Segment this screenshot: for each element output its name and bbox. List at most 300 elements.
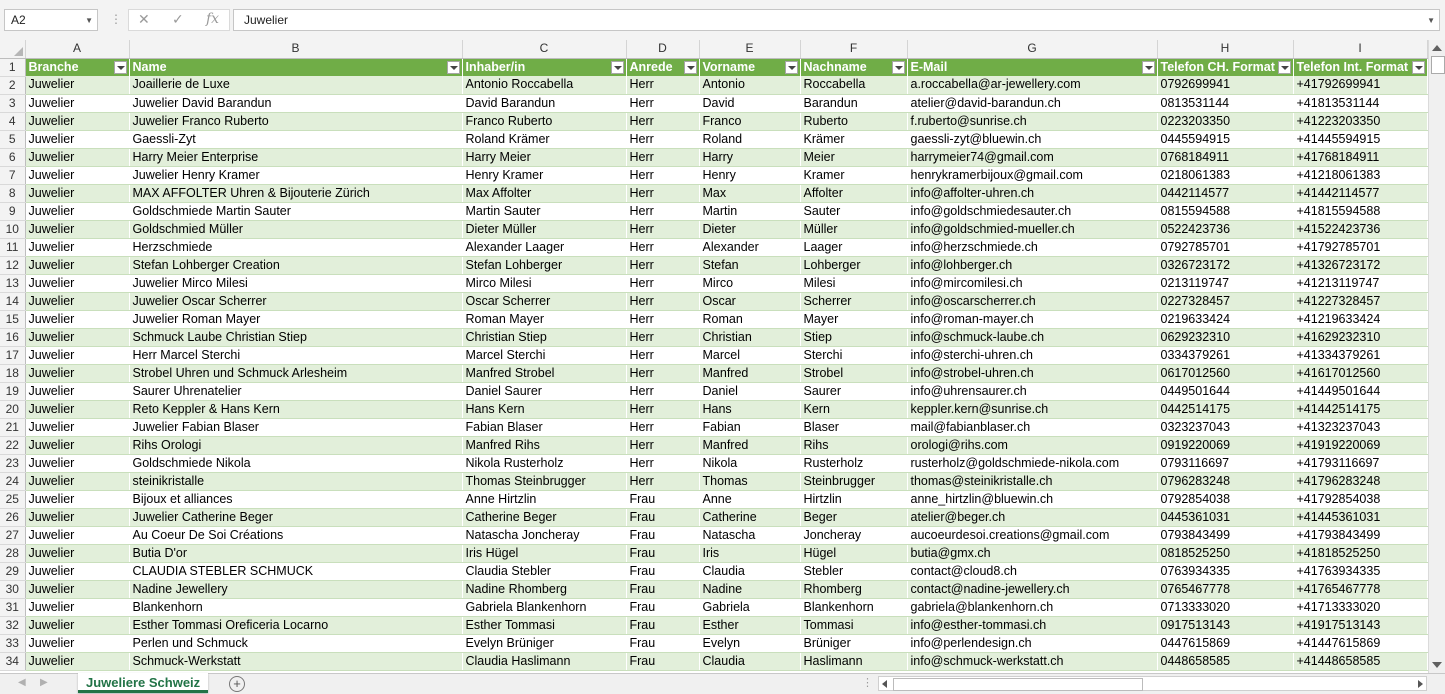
cell-branche[interactable]: Juwelier	[25, 364, 129, 382]
drag-handle-icon[interactable]: ⋮	[862, 677, 873, 689]
cell-email[interactable]: info@uhrensaurer.ch	[907, 382, 1157, 400]
cell-email[interactable]: gabriela@blankenhorn.ch	[907, 598, 1157, 616]
cell-telefon-ch[interactable]: 0818525250	[1157, 544, 1293, 562]
cell-telefon-ch[interactable]: 0223203350	[1157, 112, 1293, 130]
cell-nachname[interactable]: Milesi	[800, 274, 907, 292]
cell-email[interactable]: info@goldschmied-mueller.ch	[907, 220, 1157, 238]
horizontal-scroll-thumb[interactable]	[893, 678, 1143, 691]
cell-vorname[interactable]: Claudia	[699, 562, 800, 580]
cell-email[interactable]: contact@nadine-jewellery.ch	[907, 580, 1157, 598]
cell-email[interactable]: info@oscarscherrer.ch	[907, 292, 1157, 310]
cell-name[interactable]: Goldschmied Müller	[129, 220, 462, 238]
cell-anrede[interactable]: Herr	[626, 220, 699, 238]
cell-telefon-ch[interactable]: 0713333020	[1157, 598, 1293, 616]
cell-nachname[interactable]: Blaser	[800, 418, 907, 436]
cell-branche[interactable]: Juwelier	[25, 454, 129, 472]
cell-vorname[interactable]: Alexander	[699, 238, 800, 256]
cell-anrede[interactable]: Herr	[626, 202, 699, 220]
cell-inhaber[interactable]: Roman Mayer	[462, 310, 626, 328]
cell-inhaber[interactable]: Alexander Laager	[462, 238, 626, 256]
cell-telefon-int[interactable]: +41449501644	[1293, 382, 1427, 400]
cell-telefon-int[interactable]: +41796283248	[1293, 472, 1427, 490]
cell-nachname[interactable]: Krämer	[800, 130, 907, 148]
column-header-b[interactable]: B	[129, 40, 462, 58]
cell-anrede[interactable]: Herr	[626, 130, 699, 148]
cell-nachname[interactable]: Lohberger	[800, 256, 907, 274]
row-number[interactable]: 33	[0, 634, 25, 652]
cell-name[interactable]: Au Coeur De Soi Créations	[129, 526, 462, 544]
cell-branche[interactable]: Juwelier	[25, 598, 129, 616]
cell-vorname[interactable]: Manfred	[699, 436, 800, 454]
cell-branche[interactable]: Juwelier	[25, 490, 129, 508]
cell-email[interactable]: thomas@steinikristalle.ch	[907, 472, 1157, 490]
row-number[interactable]: 15	[0, 310, 25, 328]
cell-inhaber[interactable]: Evelyn Brüniger	[462, 634, 626, 652]
cell-inhaber[interactable]: Oscar Scherrer	[462, 292, 626, 310]
cell-name[interactable]: Schmuck-Werkstatt	[129, 652, 462, 670]
cell-anrede[interactable]: Herr	[626, 112, 699, 130]
cell-branche[interactable]: Juwelier	[25, 634, 129, 652]
vertical-scrollbar[interactable]	[1428, 40, 1445, 673]
header-cell-telefon-ch[interactable]	[1157, 58, 1293, 76]
cell-nachname[interactable]: Müller	[800, 220, 907, 238]
column-header-h[interactable]: H	[1157, 40, 1293, 58]
column-header-f[interactable]: F	[800, 40, 907, 58]
cell-email[interactable]: henrykramerbijoux@gmail.com	[907, 166, 1157, 184]
cell-anrede[interactable]: Herr	[626, 292, 699, 310]
cell-email[interactable]: info@schmuck-werkstatt.ch	[907, 652, 1157, 670]
cell-telefon-ch[interactable]: 0792785701	[1157, 238, 1293, 256]
cell-name[interactable]: Goldschmiede Martin Sauter	[129, 202, 462, 220]
header-cell-inhaber[interactable]	[462, 58, 626, 76]
name-box[interactable]	[4, 9, 98, 31]
cell-vorname[interactable]: Gabriela	[699, 598, 800, 616]
cell-inhaber[interactable]: Marcel Sterchi	[462, 346, 626, 364]
row-number[interactable]: 1	[0, 58, 25, 76]
cell-vorname[interactable]: Hans	[699, 400, 800, 418]
cell-nachname[interactable]: Rhomberg	[800, 580, 907, 598]
cell-anrede[interactable]: Herr	[626, 364, 699, 382]
row-number[interactable]: 29	[0, 562, 25, 580]
cell-anrede[interactable]: Frau	[626, 616, 699, 634]
cell-telefon-int[interactable]: +41334379261	[1293, 346, 1427, 364]
row-number[interactable]: 4	[0, 112, 25, 130]
cell-email[interactable]: info@herzschmiede.ch	[907, 238, 1157, 256]
cell-vorname[interactable]: Dieter	[699, 220, 800, 238]
row-number[interactable]: 31	[0, 598, 25, 616]
cell-anrede[interactable]: Frau	[626, 508, 699, 526]
cell-name[interactable]: Juwelier Fabian Blaser	[129, 418, 462, 436]
row-number[interactable]: 7	[0, 166, 25, 184]
cell-name[interactable]: Butia D'or	[129, 544, 462, 562]
scroll-up-icon[interactable]	[1432, 45, 1442, 51]
cell-nachname[interactable]: Stebler	[800, 562, 907, 580]
cell-vorname[interactable]: Iris	[699, 544, 800, 562]
row-number[interactable]: 22	[0, 436, 25, 454]
cell-name[interactable]: steinikristalle	[129, 472, 462, 490]
cell-inhaber[interactable]: Manfred Strobel	[462, 364, 626, 382]
scroll-down-icon[interactable]	[1432, 662, 1442, 668]
cell-telefon-int[interactable]: +41323237043	[1293, 418, 1427, 436]
cell-anrede[interactable]: Herr	[626, 184, 699, 202]
cell-name[interactable]: Bijoux et alliances	[129, 490, 462, 508]
cell-telefon-int[interactable]: +41792785701	[1293, 238, 1427, 256]
cell-anrede[interactable]: Frau	[626, 544, 699, 562]
row-number[interactable]: 20	[0, 400, 25, 418]
cell-telefon-int[interactable]: +41818525250	[1293, 544, 1427, 562]
cell-email[interactable]: info@roman-mayer.ch	[907, 310, 1157, 328]
cell-telefon-int[interactable]: +41793116697	[1293, 454, 1427, 472]
cell-telefon-ch[interactable]: 0919220069	[1157, 436, 1293, 454]
cell-telefon-ch[interactable]: 0793116697	[1157, 454, 1293, 472]
cell-branche[interactable]: Juwelier	[25, 202, 129, 220]
row-number[interactable]: 5	[0, 130, 25, 148]
cell-nachname[interactable]: Strobel	[800, 364, 907, 382]
header-cell-nachname[interactable]	[800, 58, 907, 76]
cell-telefon-int[interactable]: +41617012560	[1293, 364, 1427, 382]
cell-nachname[interactable]: Sterchi	[800, 346, 907, 364]
cell-nachname[interactable]: Haslimann	[800, 652, 907, 670]
cell-email[interactable]: contact@cloud8.ch	[907, 562, 1157, 580]
cell-name[interactable]: Juwelier Henry Kramer	[129, 166, 462, 184]
cell-telefon-int[interactable]: +41917513143	[1293, 616, 1427, 634]
filter-dropdown-icon[interactable]	[1278, 61, 1291, 74]
cell-email[interactable]: info@perlendesign.ch	[907, 634, 1157, 652]
formula-input[interactable]	[233, 9, 1440, 31]
cell-telefon-int[interactable]: +41223203350	[1293, 112, 1427, 130]
horizontal-scrollbar[interactable]	[878, 676, 1427, 691]
cell-branche[interactable]: Juwelier	[25, 130, 129, 148]
add-sheet-button[interactable]: +	[229, 676, 245, 692]
cell-telefon-ch[interactable]: 0442514175	[1157, 400, 1293, 418]
filter-dropdown-icon[interactable]	[611, 61, 624, 74]
filter-dropdown-icon[interactable]	[1142, 61, 1155, 74]
cell-vorname[interactable]: Evelyn	[699, 634, 800, 652]
cell-branche[interactable]: Juwelier	[25, 382, 129, 400]
cell-telefon-int[interactable]: +41768184911	[1293, 148, 1427, 166]
cell-telefon-int[interactable]: +41919220069	[1293, 436, 1427, 454]
cell-branche[interactable]: Juwelier	[25, 292, 129, 310]
cell-telefon-ch[interactable]: 0617012560	[1157, 364, 1293, 382]
cell-inhaber[interactable]: David Barandun	[462, 94, 626, 112]
cell-anrede[interactable]: Herr	[626, 382, 699, 400]
cell-telefon-int[interactable]: +41792854038	[1293, 490, 1427, 508]
cell-telefon-ch[interactable]: 0219633424	[1157, 310, 1293, 328]
row-number[interactable]: 16	[0, 328, 25, 346]
cell-telefon-int[interactable]: +41218061383	[1293, 166, 1427, 184]
cell-name[interactable]: CLAUDIA STEBLER SCHMUCK	[129, 562, 462, 580]
cell-telefon-int[interactable]: +41713333020	[1293, 598, 1427, 616]
cell-branche[interactable]: Juwelier	[25, 184, 129, 202]
cell-telefon-ch[interactable]: 0765467778	[1157, 580, 1293, 598]
column-header-a[interactable]: A	[25, 40, 129, 58]
sheet-tab-juweliere-schweiz[interactable]: Juweliere Schweiz	[78, 673, 208, 693]
cell-telefon-int[interactable]: +41445361031	[1293, 508, 1427, 526]
cell-name[interactable]: Rihs Orologi	[129, 436, 462, 454]
cell-telefon-int[interactable]: +41227328457	[1293, 292, 1427, 310]
cell-inhaber[interactable]: Max Affolter	[462, 184, 626, 202]
cell-nachname[interactable]: Affolter	[800, 184, 907, 202]
cell-nachname[interactable]: Laager	[800, 238, 907, 256]
cell-branche[interactable]: Juwelier	[25, 310, 129, 328]
cell-vorname[interactable]: Catherine	[699, 508, 800, 526]
cell-vorname[interactable]: Antonio	[699, 76, 800, 94]
cell-email[interactable]: gaessli-zyt@bluewin.ch	[907, 130, 1157, 148]
row-number[interactable]: 30	[0, 580, 25, 598]
cell-branche[interactable]: Juwelier	[25, 328, 129, 346]
confirm-icon[interactable]: ✓	[172, 11, 184, 27]
cell-email[interactable]: info@schmuck-laube.ch	[907, 328, 1157, 346]
cell-name[interactable]: Herzschmiede	[129, 238, 462, 256]
cell-telefon-ch[interactable]: 0792854038	[1157, 490, 1293, 508]
cell-vorname[interactable]: Stefan	[699, 256, 800, 274]
row-number[interactable]: 12	[0, 256, 25, 274]
cell-email[interactable]: orologi@rihs.com	[907, 436, 1157, 454]
cell-anrede[interactable]: Frau	[626, 580, 699, 598]
cell-email[interactable]: keppler.kern@sunrise.ch	[907, 400, 1157, 418]
cell-name[interactable]: Esther Tommasi Oreficeria Locarno	[129, 616, 462, 634]
cell-email[interactable]: info@lohberger.ch	[907, 256, 1157, 274]
cell-nachname[interactable]: Rusterholz	[800, 454, 907, 472]
cell-name[interactable]: Reto Keppler & Hans Kern	[129, 400, 462, 418]
cell-nachname[interactable]: Saurer	[800, 382, 907, 400]
cell-vorname[interactable]: David	[699, 94, 800, 112]
select-all-corner[interactable]	[0, 40, 25, 58]
cell-inhaber[interactable]: Catherine Beger	[462, 508, 626, 526]
cancel-icon[interactable]: ✕	[138, 11, 150, 27]
cell-name[interactable]: Juwelier Mirco Milesi	[129, 274, 462, 292]
cell-inhaber[interactable]: Henry Kramer	[462, 166, 626, 184]
cell-email[interactable]: info@sterchi-uhren.ch	[907, 346, 1157, 364]
cell-anrede[interactable]: Herr	[626, 436, 699, 454]
cell-inhaber[interactable]: Claudia Stebler	[462, 562, 626, 580]
cell-inhaber[interactable]: Franco Ruberto	[462, 112, 626, 130]
cell-name[interactable]: Perlen und Schmuck	[129, 634, 462, 652]
cell-vorname[interactable]: Mirco	[699, 274, 800, 292]
cell-branche[interactable]: Juwelier	[25, 76, 129, 94]
cell-email[interactable]: atelier@david-barandun.ch	[907, 94, 1157, 112]
cell-name[interactable]: Schmuck Laube Christian Stiep	[129, 328, 462, 346]
cell-email[interactable]: info@esther-tommasi.ch	[907, 616, 1157, 634]
cell-inhaber[interactable]: Nikola Rusterholz	[462, 454, 626, 472]
cell-email[interactable]: info@mircomilesi.ch	[907, 274, 1157, 292]
cell-email[interactable]: info@goldschmiedesauter.ch	[907, 202, 1157, 220]
cell-nachname[interactable]: Tommasi	[800, 616, 907, 634]
cell-telefon-int[interactable]: +41813531144	[1293, 94, 1427, 112]
filter-dropdown-icon[interactable]	[892, 61, 905, 74]
filter-dropdown-icon[interactable]	[1412, 61, 1425, 74]
cell-vorname[interactable]: Max	[699, 184, 800, 202]
cell-branche[interactable]: Juwelier	[25, 526, 129, 544]
cell-branche[interactable]: Juwelier	[25, 220, 129, 238]
cell-vorname[interactable]: Roman	[699, 310, 800, 328]
cell-nachname[interactable]: Kern	[800, 400, 907, 418]
cell-telefon-int[interactable]: +41448658585	[1293, 652, 1427, 670]
header-cell-anrede[interactable]	[626, 58, 699, 76]
cell-telefon-ch[interactable]: 0227328457	[1157, 292, 1293, 310]
cell-telefon-int[interactable]: +41447615869	[1293, 634, 1427, 652]
cell-anrede[interactable]: Herr	[626, 166, 699, 184]
cell-inhaber[interactable]: Gabriela Blankenhorn	[462, 598, 626, 616]
cell-inhaber[interactable]: Esther Tommasi	[462, 616, 626, 634]
row-number[interactable]: 18	[0, 364, 25, 382]
cell-anrede[interactable]: Frau	[626, 652, 699, 670]
cell-name[interactable]: Goldschmiede Nikola	[129, 454, 462, 472]
row-number[interactable]: 13	[0, 274, 25, 292]
cell-inhaber[interactable]: Hans Kern	[462, 400, 626, 418]
cell-branche[interactable]: Juwelier	[25, 472, 129, 490]
cell-nachname[interactable]: Meier	[800, 148, 907, 166]
column-header-g[interactable]: G	[907, 40, 1157, 58]
filter-dropdown-icon[interactable]	[684, 61, 697, 74]
cell-vorname[interactable]: Marcel	[699, 346, 800, 364]
cell-anrede[interactable]: Herr	[626, 238, 699, 256]
cell-inhaber[interactable]: Iris Hügel	[462, 544, 626, 562]
cell-vorname[interactable]: Martin	[699, 202, 800, 220]
cell-email[interactable]: mail@fabianblaser.ch	[907, 418, 1157, 436]
cell-name[interactable]: Juwelier David Barandun	[129, 94, 462, 112]
cell-inhaber[interactable]: Roland Krämer	[462, 130, 626, 148]
cell-branche[interactable]: Juwelier	[25, 256, 129, 274]
cell-vorname[interactable]: Nikola	[699, 454, 800, 472]
cell-name[interactable]: Juwelier Catherine Beger	[129, 508, 462, 526]
prev-sheet-icon[interactable]: ◀	[18, 677, 26, 688]
cell-vorname[interactable]: Christian	[699, 328, 800, 346]
cell-email[interactable]: anne_hirtzlin@bluewin.ch	[907, 490, 1157, 508]
expand-formula-icon[interactable]: ▼	[1427, 16, 1435, 25]
cell-telefon-int[interactable]: +41442114577	[1293, 184, 1427, 202]
row-number[interactable]: 24	[0, 472, 25, 490]
row-number[interactable]: 32	[0, 616, 25, 634]
cell-branche[interactable]: Juwelier	[25, 652, 129, 670]
cell-inhaber[interactable]: Mirco Milesi	[462, 274, 626, 292]
cell-nachname[interactable]: Mayer	[800, 310, 907, 328]
row-number[interactable]: 11	[0, 238, 25, 256]
cell-telefon-int[interactable]: +41629232310	[1293, 328, 1427, 346]
cell-nachname[interactable]: Stiep	[800, 328, 907, 346]
cell-anrede[interactable]: Herr	[626, 274, 699, 292]
cell-branche[interactable]: Juwelier	[25, 400, 129, 418]
cell-branche[interactable]: Juwelier	[25, 562, 129, 580]
cell-nachname[interactable]: Sauter	[800, 202, 907, 220]
cell-anrede[interactable]: Herr	[626, 454, 699, 472]
cell-telefon-ch[interactable]: 0445361031	[1157, 508, 1293, 526]
row-number[interactable]: 26	[0, 508, 25, 526]
cell-telefon-ch[interactable]: 0522423736	[1157, 220, 1293, 238]
chevron-down-icon[interactable]: ▼	[85, 16, 93, 25]
column-header-i[interactable]: I	[1293, 40, 1427, 58]
row-number[interactable]: 6	[0, 148, 25, 166]
filter-dropdown-icon[interactable]	[785, 61, 798, 74]
cell-vorname[interactable]: Anne	[699, 490, 800, 508]
cell-nachname[interactable]: Beger	[800, 508, 907, 526]
cell-inhaber[interactable]: Antonio Roccabella	[462, 76, 626, 94]
cell-inhaber[interactable]: Harry Meier	[462, 148, 626, 166]
row-number[interactable]: 19	[0, 382, 25, 400]
cell-anrede[interactable]: Frau	[626, 634, 699, 652]
cell-inhaber[interactable]: Martin Sauter	[462, 202, 626, 220]
cell-telefon-ch[interactable]: 0445594915	[1157, 130, 1293, 148]
cell-email[interactable]: f.ruberto@sunrise.ch	[907, 112, 1157, 130]
cell-nachname[interactable]: Barandun	[800, 94, 907, 112]
cell-anrede[interactable]: Herr	[626, 418, 699, 436]
cell-telefon-ch[interactable]: 0763934335	[1157, 562, 1293, 580]
cell-telefon-ch[interactable]: 0442114577	[1157, 184, 1293, 202]
cell-email[interactable]: info@affolter-uhren.ch	[907, 184, 1157, 202]
cell-name[interactable]: Juwelier Oscar Scherrer	[129, 292, 462, 310]
cell-telefon-int[interactable]: +41442514175	[1293, 400, 1427, 418]
cell-telefon-ch[interactable]: 0792699941	[1157, 76, 1293, 94]
cell-telefon-ch[interactable]: 0815594588	[1157, 202, 1293, 220]
cell-telefon-ch[interactable]: 0449501644	[1157, 382, 1293, 400]
row-number[interactable]: 8	[0, 184, 25, 202]
cell-branche[interactable]: Juwelier	[25, 166, 129, 184]
cell-email[interactable]: a.roccabella@ar-jewellery.com	[907, 76, 1157, 94]
cell-name[interactable]: Blankenhorn	[129, 598, 462, 616]
cell-vorname[interactable]: Thomas	[699, 472, 800, 490]
cell-telefon-int[interactable]: +41445594915	[1293, 130, 1427, 148]
cell-branche[interactable]: Juwelier	[25, 508, 129, 526]
row-number[interactable]: 9	[0, 202, 25, 220]
cell-nachname[interactable]: Blankenhorn	[800, 598, 907, 616]
cell-vorname[interactable]: Natascha	[699, 526, 800, 544]
cell-name[interactable]: Juwelier Roman Mayer	[129, 310, 462, 328]
cell-telefon-int[interactable]: +41763934335	[1293, 562, 1427, 580]
cell-inhaber[interactable]: Daniel Saurer	[462, 382, 626, 400]
cell-name[interactable]: Herr Marcel Sterchi	[129, 346, 462, 364]
header-cell-branche[interactable]	[25, 58, 129, 76]
row-number[interactable]: 14	[0, 292, 25, 310]
cell-inhaber[interactable]: Stefan Lohberger	[462, 256, 626, 274]
cell-branche[interactable]: Juwelier	[25, 274, 129, 292]
cell-anrede[interactable]: Herr	[626, 328, 699, 346]
cell-vorname[interactable]: Henry	[699, 166, 800, 184]
cell-telefon-ch[interactable]: 0813531144	[1157, 94, 1293, 112]
cell-branche[interactable]: Juwelier	[25, 238, 129, 256]
cell-branche[interactable]: Juwelier	[25, 580, 129, 598]
cell-anrede[interactable]: Herr	[626, 256, 699, 274]
header-cell-vorname[interactable]	[699, 58, 800, 76]
cell-vorname[interactable]: Daniel	[699, 382, 800, 400]
cell-nachname[interactable]: Roccabella	[800, 76, 907, 94]
cell-anrede[interactable]: Herr	[626, 400, 699, 418]
filter-dropdown-icon[interactable]	[114, 61, 127, 74]
cell-anrede[interactable]: Frau	[626, 562, 699, 580]
cell-telefon-ch[interactable]: 0629232310	[1157, 328, 1293, 346]
cell-name[interactable]: MAX AFFOLTER Uhren & Bijouterie Zürich	[129, 184, 462, 202]
vertical-scroll-thumb[interactable]	[1431, 56, 1445, 74]
insert-function-icon[interactable]: fx	[206, 11, 220, 27]
column-header-c[interactable]: C	[462, 40, 626, 58]
column-header-e[interactable]: E	[699, 40, 800, 58]
cell-name[interactable]: Stefan Lohberger Creation	[129, 256, 462, 274]
cell-name[interactable]: Nadine Jewellery	[129, 580, 462, 598]
row-number[interactable]: 2	[0, 76, 25, 94]
cell-inhaber[interactable]: Fabian Blaser	[462, 418, 626, 436]
cell-name[interactable]: Strobel Uhren und Schmuck Arlesheim	[129, 364, 462, 382]
cell-branche[interactable]: Juwelier	[25, 418, 129, 436]
cell-nachname[interactable]: Scherrer	[800, 292, 907, 310]
cell-name[interactable]: Joaillerie de Luxe	[129, 76, 462, 94]
row-number[interactable]: 25	[0, 490, 25, 508]
row-number[interactable]: 27	[0, 526, 25, 544]
filter-dropdown-icon[interactable]	[447, 61, 460, 74]
cell-nachname[interactable]: Rihs	[800, 436, 907, 454]
cell-anrede[interactable]: Herr	[626, 76, 699, 94]
cell-telefon-int[interactable]: +41219633424	[1293, 310, 1427, 328]
cell-branche[interactable]: Juwelier	[25, 148, 129, 166]
cell-branche[interactable]: Juwelier	[25, 94, 129, 112]
